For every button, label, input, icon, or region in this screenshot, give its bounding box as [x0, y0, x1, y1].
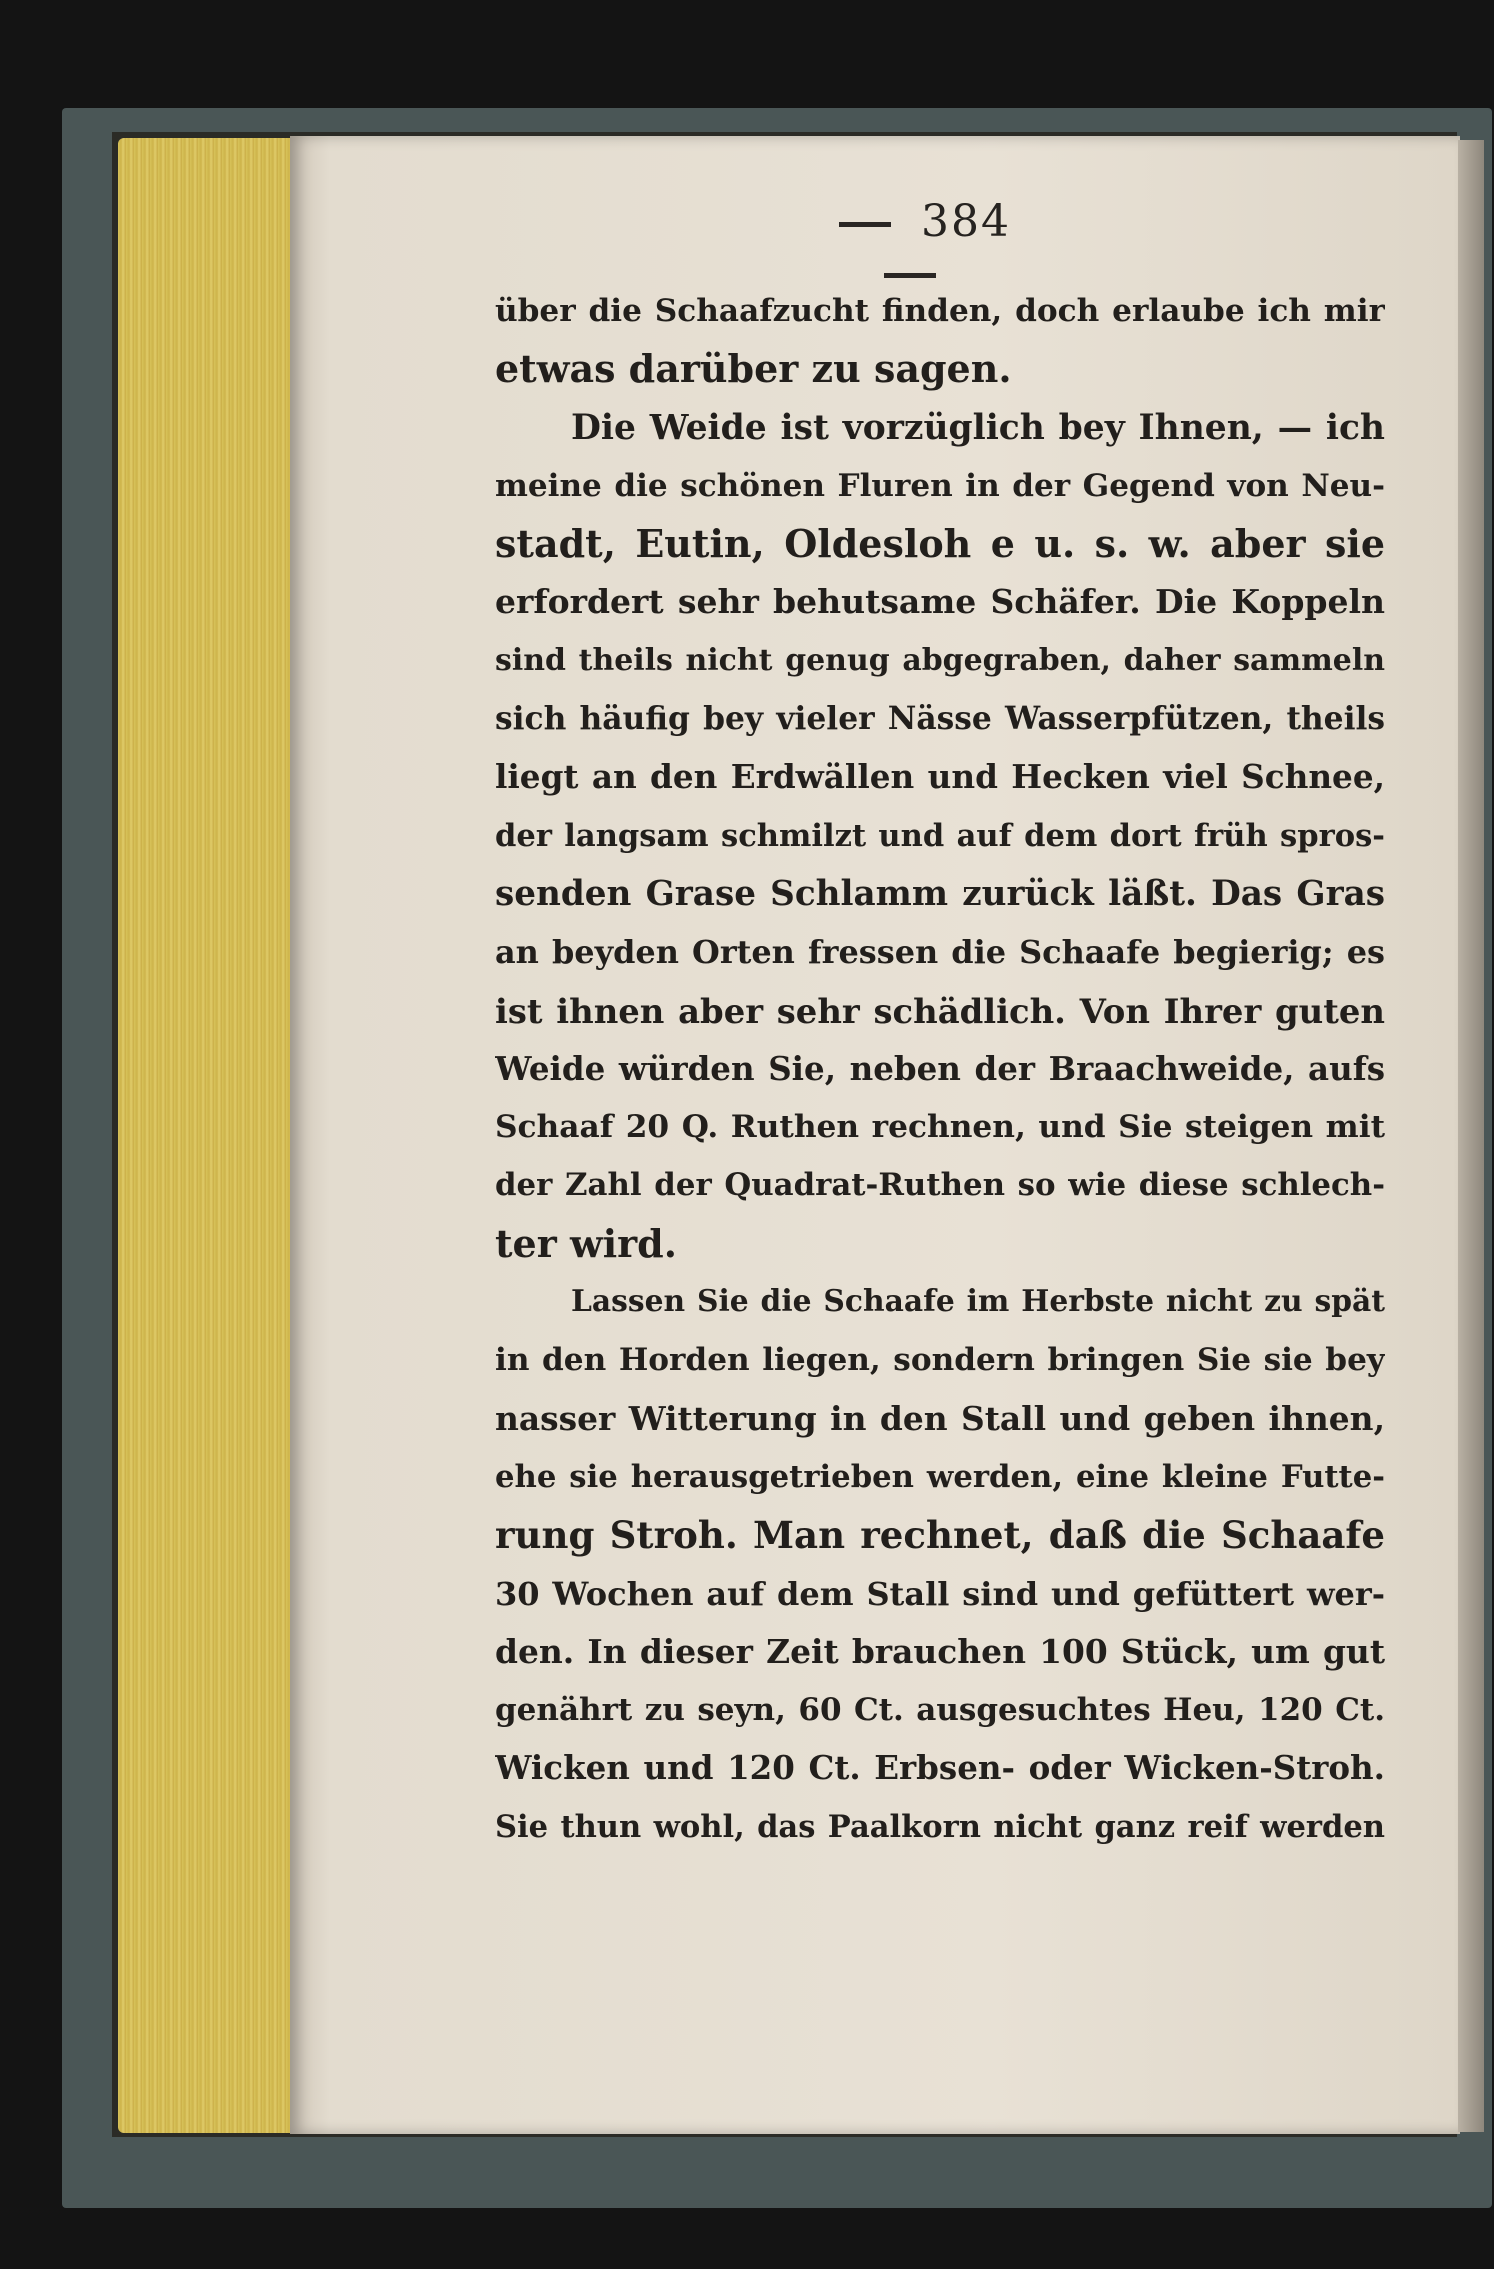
text-line: etwas darüber zu sagen. — [495, 346, 1012, 392]
text-line: erfordert sehr behutsame Schäfer. Die Koppeln — [495, 582, 1385, 622]
page-right-edge — [1458, 140, 1484, 2132]
page-text — [495, 282, 1385, 1856]
text-line: Lassen Sie die Schaafe im Herbste nicht zu spät — [571, 1284, 1385, 1320]
paragraph — [495, 399, 1385, 1273]
text-line: Sie thun wohl, das Paalkorn nicht ganz reif werden — [495, 1808, 1385, 1845]
text-line: den. In dieser Zeit brauchen 100 Stück, um gut — [495, 1631, 1385, 1671]
text-line: genährt zu seyn, 60 Ct. ausgesuchtes Heu, 120 Ct. — [495, 1692, 1385, 1729]
paragraph — [495, 1273, 1385, 1856]
text-line: sind theils nicht genug abgegraben, daher sammeln — [495, 642, 1385, 678]
text-line: stadt, Eutin, Oldesloh e u. s. w. aber sie — [495, 521, 1385, 567]
text-line: an beyden Orten fressen die Schaafe begierig; es — [495, 933, 1385, 972]
text-line: liegt an den Erdwällen und Hecken viel Schnee, — [495, 757, 1385, 797]
text-line: über die Schaafzucht finden, doch erlaube ich mir — [495, 293, 1385, 329]
text-line: rung Stroh. Man rechnet, daß die Schaafe — [495, 1513, 1385, 1558]
text-line: ehe sie herausgetrieben werden, eine kleine Futte- — [495, 1458, 1385, 1495]
page-edges — [118, 138, 318, 2133]
text-line: sich häufig bey vieler Nässe Wasserpfützen, theils — [495, 701, 1385, 738]
text-line: Schaaf 20 Q. Ruthen rechnen, und Sie steigen mit — [495, 1109, 1385, 1146]
text-line: der Zahl der Quadrat-Ruthen so wie diese schlech- — [495, 1167, 1385, 1204]
text-line: Wicken und 120 Ct. Erbsen- oder Wicken-Stroh. — [495, 1748, 1385, 1788]
text-line: Die Weide ist vorzüglich bey Ihnen, — ich — [571, 407, 1385, 448]
text-line: nasser Witterung in den Stall und geben ihnen, — [495, 1398, 1385, 1438]
right-dash — [884, 273, 936, 278]
page-number: 384 — [921, 196, 1011, 247]
text-line: ter wird. — [495, 1220, 677, 1266]
text-line: der langsam schmilzt und auf dem dort früh spros- — [495, 817, 1385, 854]
text-line: ist ihnen aber sehr schädlich. Von Ihrer guten — [495, 990, 1385, 1031]
text-line: Weide würden Sie, neben der Braachweide, aufs — [495, 1048, 1385, 1088]
text-line: senden Grase Schlamm zurück läßt. Das Gras — [495, 873, 1385, 914]
text-line: meine die schönen Fluren in der Gegend von Neu- — [495, 467, 1385, 504]
text-line: in den Horden liegen, sondern bringen Sie sie bey — [495, 1342, 1385, 1379]
paragraph — [495, 282, 1385, 399]
text-line: 30 Wochen auf dem Stall sind und gefüttert wer- — [495, 1574, 1385, 1613]
left-dash — [839, 222, 891, 227]
